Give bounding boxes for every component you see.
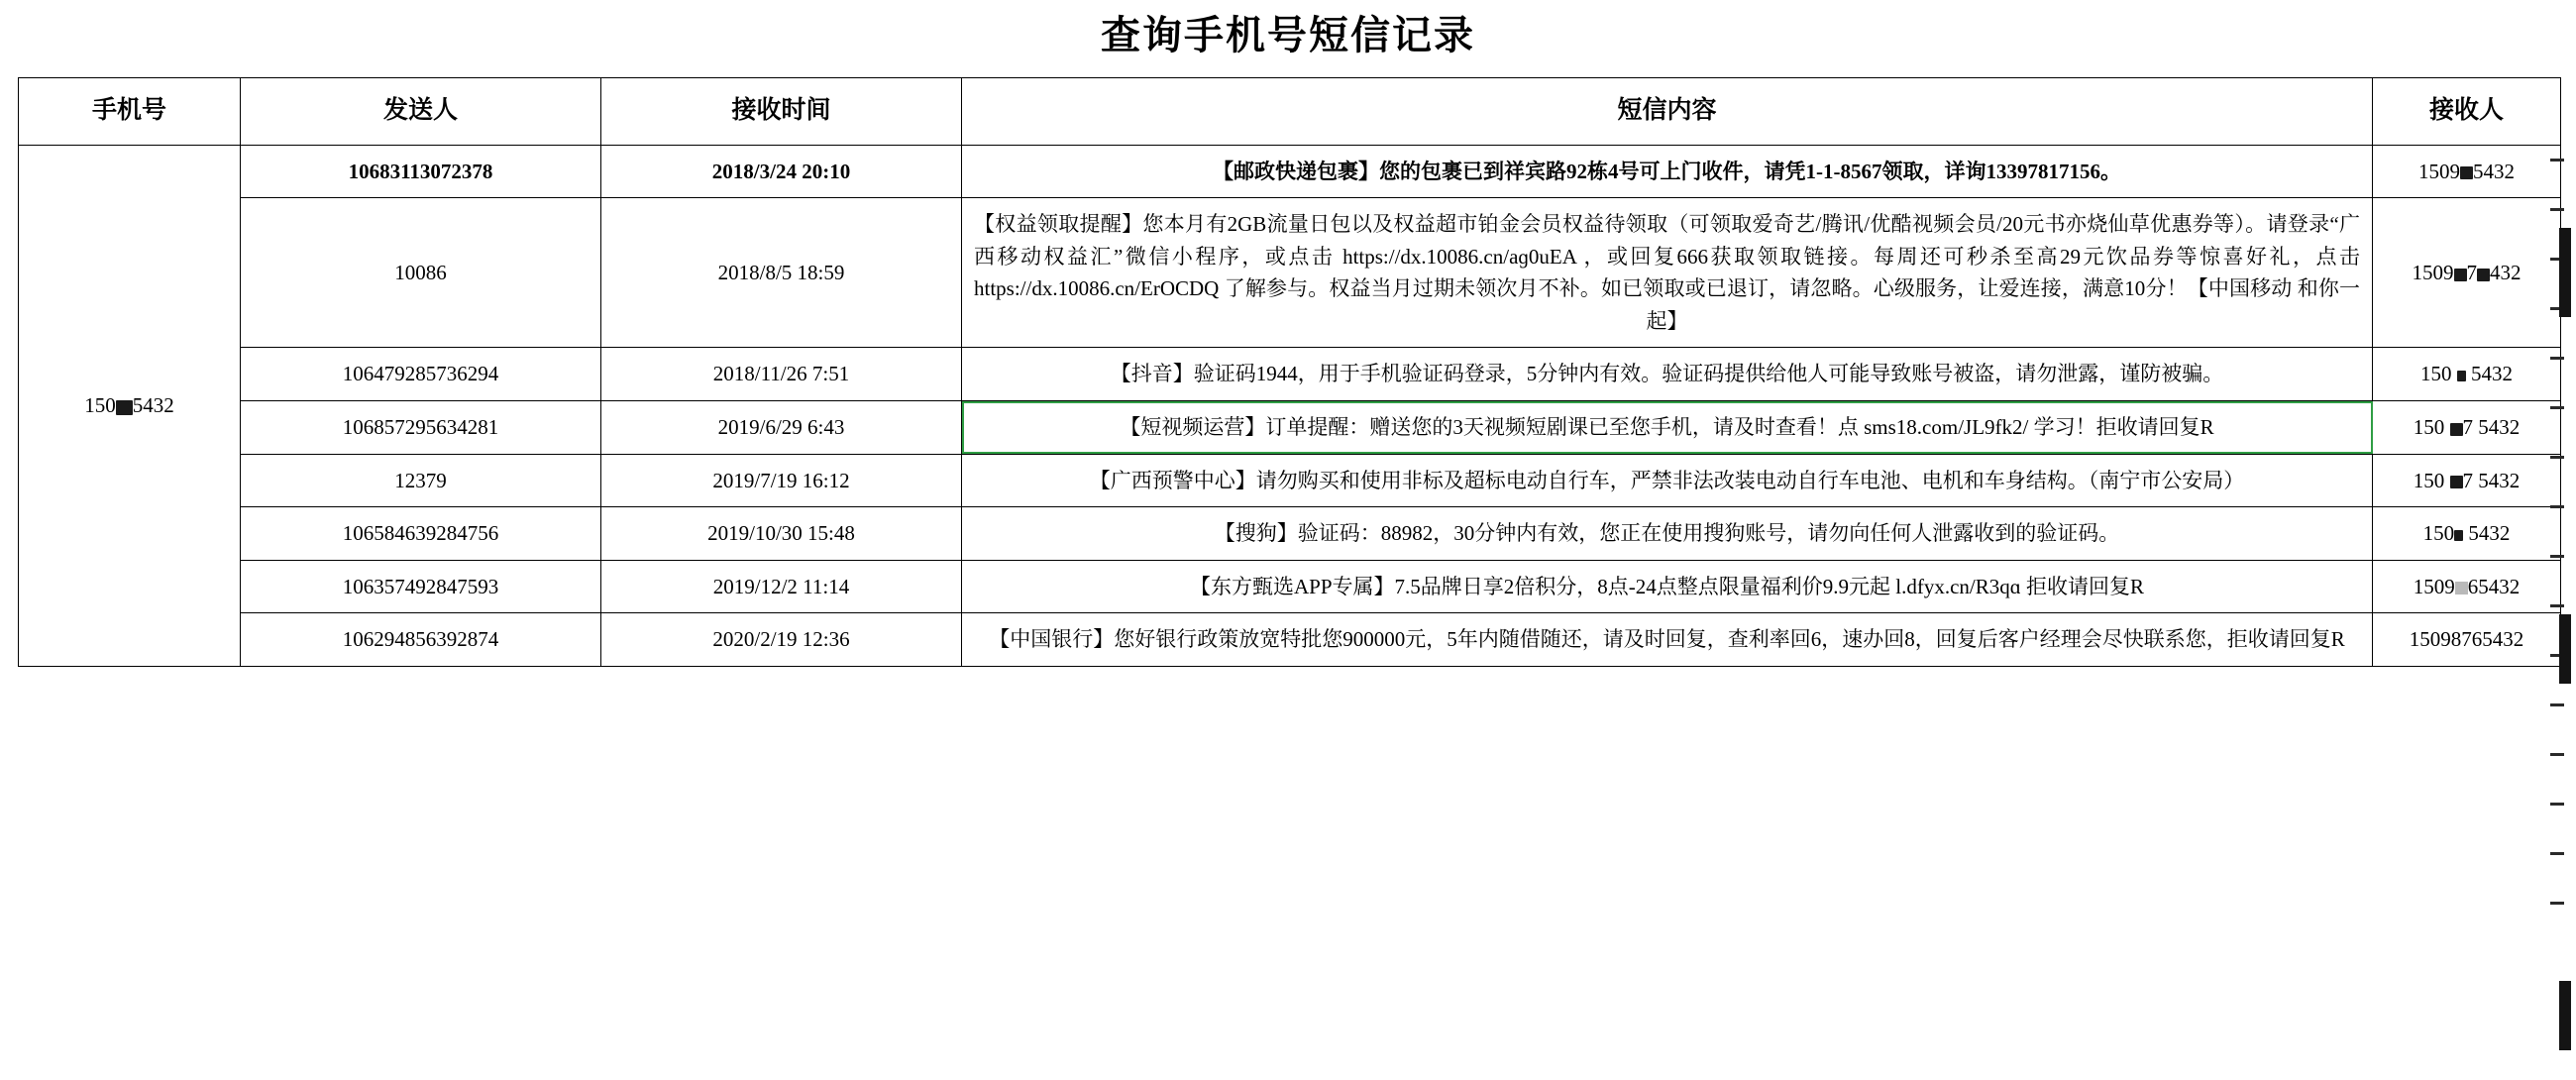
sender-cell: 106294856392874	[241, 613, 601, 667]
receiver-cell	[2373, 401, 2561, 455]
receiver-cell	[2373, 348, 2561, 401]
message-content-cell: 【中国银行】您好银行政策放宽特批您900000元，5年内随借随还，请及时回复，查利率回6，速办回8，回复后客户经理会尽快联系您，拒收请回复R	[962, 613, 2373, 667]
redaction-block-icon	[2454, 530, 2463, 541]
sender-cell: 106857295634281	[241, 401, 601, 455]
time-cell: 2019/7/19 16:12	[601, 454, 962, 507]
receiver-cell	[2373, 145, 2561, 198]
column-header-time: 接收时间	[601, 78, 962, 146]
table-row	[19, 560, 2561, 613]
redaction-block-icon	[2460, 166, 2473, 179]
message-content-cell: 【抖音】验证码1944，用于手机验证码登录，5分钟内有效。验证码提供给他人可能导致账号被盗，请勿泄露，谨防被骗。	[962, 348, 2373, 401]
receiver-prefix: 15098765432	[2409, 627, 2524, 652]
receiver-suffix: 5432	[2471, 362, 2513, 386]
phone-suffix: 5432	[132, 392, 174, 417]
message-content-cell: 【邮政快递包裹】您的包裹已到祥宾路92栋4号可上门收件，请凭1-1-8567领取，详询13397817156。	[962, 145, 2373, 198]
table-row	[19, 401, 2561, 455]
receiver-suffix: 432	[2490, 261, 2522, 285]
sender-cell: 10086	[241, 198, 601, 348]
receiver-suffix: 7 5432	[2462, 415, 2521, 440]
column-header-sender: 发送人	[241, 78, 601, 146]
receiver-cell	[2373, 454, 2561, 507]
column-header-content: 短信内容	[962, 78, 2373, 146]
time-cell: 2019/10/30 15:48	[601, 507, 962, 561]
table-row	[19, 348, 2561, 401]
redaction-block-icon	[116, 400, 133, 415]
receiver-prefix: 1509	[2413, 574, 2455, 598]
redaction-block-icon	[2455, 582, 2468, 594]
table-row	[19, 198, 2561, 348]
receiver-prefix: 150	[2413, 468, 2445, 492]
time-cell: 2018/3/24 20:10	[601, 145, 962, 198]
receiver-prefix: 1509	[2412, 261, 2454, 285]
message-content-cell: 【广西预警中心】请勿购买和使用非标及超标电动自行车，严禁非法改装电动自行车电池、电机和车身结构。（南宁市公安局）	[962, 454, 2373, 507]
time-cell: 2019/12/2 11:14	[601, 560, 962, 613]
redaction-block-icon	[2450, 476, 2463, 488]
phone-number-cell	[19, 145, 241, 666]
sender-cell: 106584639284756	[241, 507, 601, 561]
message-content-cell: 【短视频运营】订单提醒：赠送您的3天视频短剧课已至您手机，请及时查看！点 sms18.com/JL9fk2/ 学习！拒收请回复R	[962, 401, 2373, 455]
column-header-receiver: 接收人	[2373, 78, 2561, 146]
receiver-prefix: 150	[2422, 521, 2455, 546]
receiver-suffix: 7 5432	[2462, 468, 2521, 492]
receiver-prefix: 150	[2413, 415, 2445, 440]
column-header-phone: 手机号	[19, 78, 241, 146]
time-cell: 2019/6/29 6:43	[601, 401, 962, 455]
receiver-suffix: 5432	[2468, 521, 2511, 546]
sms-records-table	[18, 77, 2561, 667]
table-header-row	[19, 78, 2561, 146]
sender-cell: 106479285736294	[241, 348, 601, 401]
message-content-cell: 【东方甄选APP专属】7.5品牌日享2倍积分，8点-24点整点限量福利价9.9元起 l.dfyx.cn/R3qɑ 拒收请回复R	[962, 560, 2373, 613]
receiver-cell	[2373, 613, 2561, 667]
sender-cell: 106357492847593	[241, 560, 601, 613]
edge-dash-marks	[2550, 139, 2552, 991]
receiver-suffix: 65432	[2467, 574, 2521, 598]
phone-prefix: 150	[84, 392, 116, 417]
message-content-cell: 【权益领取提醒】您本月有2GB流量日包以及权益超市铂金会员权益待领取（可领取爱奇艺/腾讯/优酷视频会员/20元书亦烧仙草优惠券等）。请登录“广西移动权益汇”微信小程序，或点击 https://dx.10086.cn/aɡ0uEA ，或回复666获取领取链接。每周还可秒杀至高29元饮品券等惊喜好礼，点击 https://dx.10086.cn/ErOCDQ 了解参与。权益当月过期未领次月不补。如已领取或已退订，请忽略。心级服务，让爱连接，满意10分！【中国移动 和你一起】	[962, 198, 2373, 348]
table-row	[19, 613, 2561, 667]
redaction-block-icon	[2450, 423, 2463, 436]
receiver-cell	[2373, 507, 2561, 561]
time-cell: 2018/8/5 18:59	[601, 198, 962, 348]
time-cell: 2020/2/19 12:36	[601, 613, 962, 667]
receiver-cell	[2373, 560, 2561, 613]
time-cell: 2018/11/26 7:51	[601, 348, 962, 401]
sender-cell: 12379	[241, 454, 601, 507]
receiver-cell: 1509 7 432	[2373, 198, 2561, 348]
redaction-block-icon	[2457, 371, 2466, 381]
page-title: 查询手机号短信记录	[1101, 13, 1475, 57]
table-row	[19, 507, 2561, 561]
message-content-cell: 【搜狗】验证码：88982，30分钟内有效，您正在使用搜狗账号，请勿向任何人泄露收到的验证码。	[962, 507, 2373, 561]
receiver-prefix: 1509	[2418, 159, 2460, 183]
redaction-block-icon	[2454, 269, 2467, 281]
receiver-suffix: 5432	[2473, 159, 2515, 183]
receiver-prefix: 150	[2420, 362, 2452, 386]
table-row	[19, 454, 2561, 507]
table-row	[19, 145, 2561, 198]
redaction-block-icon	[2477, 269, 2490, 281]
sender-cell: 10683113072378	[241, 145, 601, 198]
